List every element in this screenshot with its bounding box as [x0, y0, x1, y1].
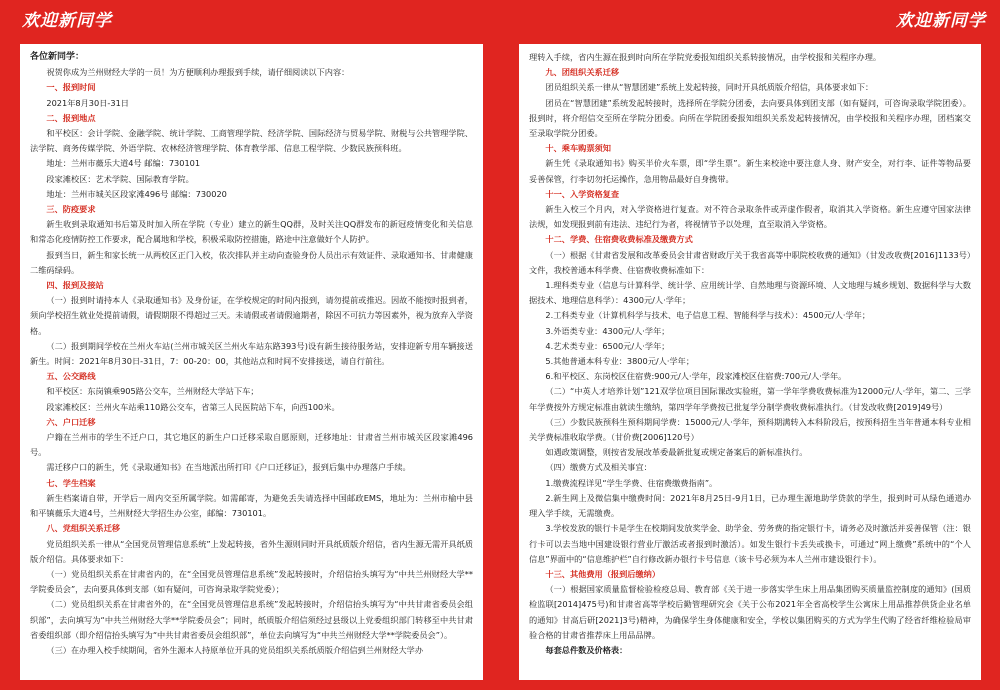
section-heading-registration-place: 二、报到地点 — [46, 112, 96, 123]
section-heading-pickup: 四、报到及接站 — [46, 280, 104, 291]
paragraph: （四）缴费方式及相关事宜： — [545, 462, 652, 473]
paragraph: 1.缴费流程详见“学生学费、住宿费缴费指南”。 — [545, 477, 718, 488]
paragraph: （三）在办理入校手续期间，省外生源本人持原单位开具的党员组织关系纸质版介绍信到兰州财经大学办 — [46, 644, 424, 655]
section-heading-league: 九、团组织关系迁移 — [545, 67, 620, 78]
paragraph: （一）根据国家质量监督检验检疫总局、教育部《关于进一步落实学生床上用品集团购买质量监控制度的通知》(国质检监联[2014]475号)和甘肃省高等学校后勤管理研究会《关于公布2021年全省高校学生公寓床上用品推荐供货企业名单的通知》甘高后研[2021]3号)精神，为确保学生身体健康和安全，学校以集团购买的方式为学生代购了经省纤维检验局审验合格的甘肃省推荐床上用品品牌。 — [529, 584, 971, 640]
paragraph: （二）报到期间学校在兰州火车站(兰州市城关区兰州火车站东路393号)设有新生接待服务站，安排迎新专用车辆接送新生。时间：2021年8月30日-31日，7：00-20：00，其他站点和时间不安排接送，请自行前往。 — [30, 340, 473, 367]
paragraph: 5.其他普通本科专业：3800元/人·学年； — [545, 356, 695, 367]
paragraph: 如遇政策调整，则按省发展改革委最新批复或规定备案后的新标准执行。 — [545, 447, 808, 458]
paragraph: 6.和平校区、东岗校区住宿费:900元/人·学年，段家滩校区住宿费:700元/人·学年。 — [545, 371, 847, 382]
paragraph: 团员组织关系一律从“智慧团建”系统上发起转接，同时开具纸质版介绍信，具体要求如下： — [545, 82, 874, 93]
section-heading-qualification: 十一、入学资格复查 — [545, 188, 620, 199]
paragraph: 需迁移户口的新生，凭《录取通知书》在当地派出所打印《户口迁移证》，报到后集中办理落户手续。 — [46, 462, 411, 473]
paragraph: 团员在“智慧团建”系统发起转接时，选择所在学院分团委，去向要具体到团支部（如有疑问，可咨询录取学院团委）。报到时，将介绍信交至所在学院分团委。向所在学院团委报知组织关系发起转接情况，由学校报和关程序办理，团档案交至录取学院分团委。 — [529, 97, 971, 139]
paragraph: 3.外语类专业：4300元/人·学年； — [545, 325, 670, 336]
greeting: 各位新同学： — [30, 52, 85, 62]
section-heading-registration-time: 一、报到时间 — [46, 82, 96, 93]
section-heading-epidemic: 三、防疫要求 — [46, 204, 96, 215]
left-page — [20, 44, 483, 680]
paragraph: （一）根据《甘肃省发展和改革委员会甘肃省财政厅关于我省高等中职院校收费的通知》（甘发改收费[2016]1133号）文件，我校普通本科学费、住宿费收费标准如下： — [529, 249, 971, 275]
paragraph: 党员组织关系一律从“全国党员管理信息系统”上发起转接，省外生源则同时开具纸质版介绍信，省内生源无需开具纸质版介绍信。具体要求如下： — [30, 538, 473, 564]
section-heading-bus: 五、公交路线 — [46, 371, 96, 382]
paragraph: 段家滩校区：兰州火车站乘110路公交车，省第三人民医院站下车，向西100米。 — [46, 401, 340, 412]
paragraph: 和平校区：会计学院、金融学院、统计学院、工商管理学院、经济学院、国际经济与贸易学院、财税与公共管理学院、法学院、商务传媒学院、外语学院、农林经济管理学院、体育教学部、信息工程学院、少数民族预科班。 — [30, 128, 473, 154]
paragraph: 1.理科类专业（信息与计算科学、统计学、应用统计学、自然地理与资源环境、人文地理与城乡规划、数据科学与大数据技术、地理信息科学）：4300元/人·学年； — [529, 280, 971, 306]
paragraph: （二）党员组织关系在甘肃省外的，在“全国党员管理信息系统”发起转接时，介绍信抬头填写为“中共甘肃省委员会组织部”，去向填写为“中共兰州财经大学**学院委员会”；同时，纸质版介绍信须经过县级以上党委组织部门转移至中共甘肃省委组织部（即介绍信抬头填写为“中共甘肃省委员会组织部”，单位去向填写为“中共兰州财经大学**学院委员会”）。 — [30, 599, 473, 640]
section-heading-hukou: 六、户口迁移 — [46, 416, 96, 427]
paragraph: 新生收到录取通知书后第及时加入所在学院（专业）建立的新生QQ群，及时关注QQ群发布的新冠疫情变化和关信息和常态化疫情防控工作要求，配合属地和学校，积极采取防控措施，路途中注意做好个人防护。 — [30, 219, 473, 245]
paragraph: 新生入校三个月内，对入学资格进行复查。对不符合录取条件或弄虚作假者，取消其入学资格。新生应遵守国家法律法规，如发现报到前有违法、违纪行为者，将视情节予以处理，直至取消入学资格。 — [529, 204, 971, 230]
paragraph: 和平校区：东岗镇乘905路公交车，兰州财经大学站下车； — [46, 386, 259, 397]
paragraph: 地址：兰州市城关区段家滩496号 邮编：730020 — [46, 188, 227, 199]
section-heading-tickets: 十、乘车购票须知 — [545, 143, 611, 154]
paragraph: 新生档案请自带，开学后一周内交至所属学院。如需邮寄，为避免丢失请选择中国邮政EMS，地址为：兰州市榆中县和平镇薇乐大道4号，兰州财经大学招生办公室，邮编：730101。 — [30, 492, 473, 519]
paragraph: （三）少数民族预科生预科期间学费：15000元/人·学年，预科期满转入本科阶段后，按预科招生当年普通本科专业相关学费标准收取学费。（甘价费[2006]120号） — [529, 416, 971, 443]
paragraph: （一）报到时请持本人《录取通知书》及身份证，在学校规定的时间内报到，请勿提前或推迟。因故不能按时报到者，须向学校招生就业处提前请假，请假期限不得超过三天。未请假或者请假逾期者，除因不可抗力等因素外，视为放弃入学资格。 — [30, 295, 473, 336]
intro-text: 祝贺你成为兰州财经大学的一员！为方便顺利办理报到手续，请仔细阅读以下内容： — [46, 67, 350, 78]
welcome-logo-left: 欢迎新同学 — [22, 11, 112, 31]
right-page — [519, 44, 981, 680]
paragraph: 3.学校发放的银行卡是学生在校期间发放奖学金、助学金、劳务费的指定银行卡，请务必及时激活并妥善保管（注：银行卡可以去当地中国建设银行营业厅激活或者报到时激活）。如发生银行卡丢失或换卡，可通过“网上缴费”系统中的“个人信息”界面中的“信息维护栏”自行修改新办银行卡号信息（该卡号必须为本人兰州市建设银行卡）。 — [529, 523, 971, 564]
paragraph: 户籍在兰州市的学生不迁户口，其它地区的新生户口迁移采取自愿原则，迁移地址：甘肃省兰州市城关区段家滩496号。 — [30, 432, 473, 458]
section-heading-archive: 七、学生档案 — [46, 477, 96, 488]
paragraph: 2.工科类专业（计算机科学与技术、电子信息工程、智能科学与技术）：4500元/人·学年； — [545, 310, 871, 321]
paragraph: 地址：兰州市薇乐大道4号 邮编：730101 — [46, 158, 201, 169]
section-heading-other-fees: 十三、其他费用（报到后缴纳） — [545, 568, 661, 579]
paragraph: 段家滩校区：艺术学院、国际教育学院。 — [46, 173, 194, 184]
paragraph: （一）党员组织关系在甘肃省内的，在“全国党员管理信息系统”发起转接时，介绍信抬头填写为“中共兰州财经大学**学院委员会”，去向要具体到支部（如有疑问，可咨询录取学院党委）； — [30, 568, 473, 595]
section-heading-fees: 十二、学费、住宿费收费标准及缴费方式 — [545, 234, 693, 245]
paragraph: 理转入手续，省内生源在报到时向所在学院党委报知组织关系转接情况，由学校报和关程序办理。 — [529, 52, 882, 62]
welcome-logo-right: 欢迎新同学 — [896, 11, 986, 31]
paragraph: （二）“中英人才培养计划”121双学位项目国际课改实验班，第一学年学费收费标准为12000元/人·学年，第二、三学年学费按外方规定标准由就读生缴纳，第四学年学费按已批复学分制学费收费标准执行。（甘发改收费[2019]49号） — [529, 386, 971, 412]
paragraph: 2.新生网上及微信集中缴费时间：2021年8月25日-9月1日，已办理生源地助学贷款的学生，报到时可从绿色通道办理入学手续，无需缴费。 — [529, 492, 971, 519]
price-table-caption: 每套总件数及价格表： — [545, 644, 628, 655]
section-heading-party: 八、党组织关系迁移 — [46, 523, 121, 534]
paragraph: 2021年8月30日-31日 — [46, 97, 129, 108]
paragraph: 4.艺术类专业：6500元/人·学年； — [545, 340, 670, 351]
paragraph: 新生凭《录取通知书》购买半价火车票，即“学生票”。新生来校途中要注意人身、财产安全，对行李、证件等物品要妥善保管，行李切勿托运操作，急用物品最好自身携带。 — [529, 158, 971, 184]
paragraph: 报到当日，新生和家长统一从两校区正门入校，依次排队并主动向查验身份人员出示有效证件、录取通知书、甘肃健康二维码绿码。 — [30, 249, 473, 275]
